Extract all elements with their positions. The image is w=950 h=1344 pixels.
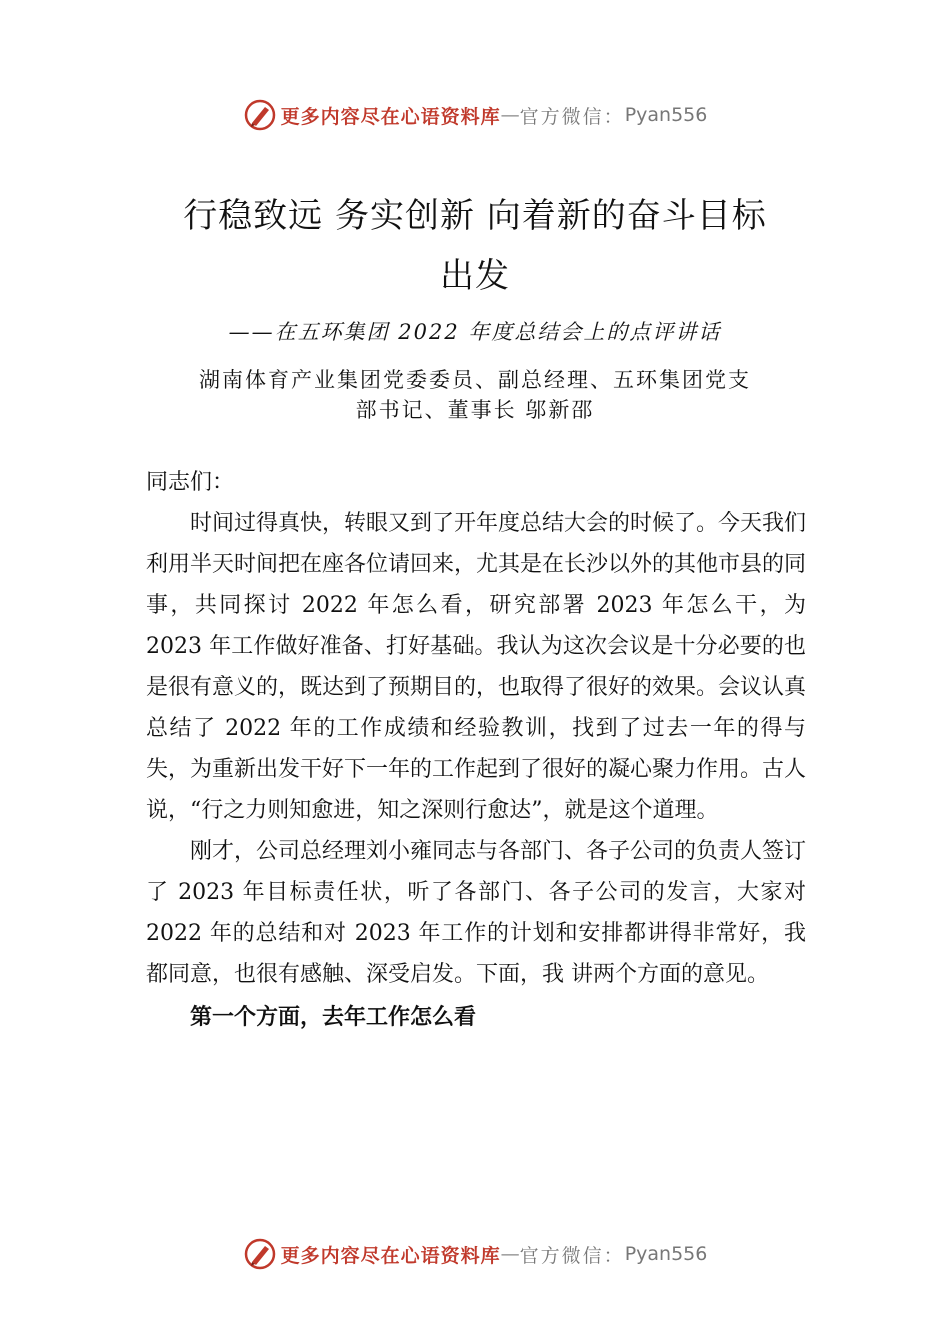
paragraph: 时间过得真快，转眼又到了开年度总结大会的时候了。今天我们利用半天时间把在座各位请回来，尤其是在长沙以外的其他市县的同事，共同探讨 2022 年怎么看，研究部署 2023 年怎么干，为 2023 年工作做好准备、打好基础。我认为这次会议是十分必要的也是很有意义的，既达到了预期目的，也取得了很好的效果。会议认真总结了 2022 年的工作成绩和经验教训，找到了过去一年的得与失，为重新出发干好下一年的工作起到了很好的凝心聚力作用。古人说，“行之力则知愈进，知之深则行愈达”，就是这个道理。 [146, 511, 807, 823]
pen-logo-icon [243, 1237, 277, 1271]
watermark-wechat-label: 官方微信： [519, 1244, 625, 1267]
author-line-2: 部书记、董事长 邬新邵 [355, 398, 595, 422]
watermark-site-name: 更多内容尽在心语资料库 [280, 105, 501, 128]
document-title [150, 186, 800, 306]
footer-watermark [0, 1234, 950, 1274]
document-body [146, 462, 806, 1038]
watermark-wechat-label: 官方微信： [519, 105, 625, 128]
title-line-1: 行稳致远 务实创新 向着新的奋斗目标 [183, 196, 767, 236]
header-watermark [0, 95, 950, 135]
greeting: 同志们： [146, 470, 235, 495]
watermark-separator: — [500, 104, 520, 126]
document-author [160, 365, 790, 425]
document-subtitle: ——在五环集团 2022 年度总结会上的点评讲话 [228, 320, 722, 344]
paragraph: 刚才，公司总经理刘小雍同志与各部门、各子公司的负责人签订了 2023 年目标责任状，听了各部门、各子公司的发言，大家对 2022 年的总结和对 2023 年工作的计划和安排都讲得非常好，我都同意，也很有感触、深受启发。下面，我 讲两个方面的意见。 [146, 839, 807, 987]
author-line-1: 湖南体育产业集团党委委员、副总经理、五环集团党支 [199, 368, 751, 392]
watermark-separator: — [500, 1243, 520, 1265]
watermark-wechat-id: Pyan556 [624, 1243, 708, 1265]
watermark-site-name: 更多内容尽在心语资料库 [280, 1244, 501, 1267]
pen-logo-icon [243, 98, 277, 132]
section-heading: 第一个方面，去年工作怎么看 [190, 1005, 477, 1030]
watermark-wechat-id: Pyan556 [624, 104, 708, 126]
title-line-2: 出发 [440, 256, 510, 296]
